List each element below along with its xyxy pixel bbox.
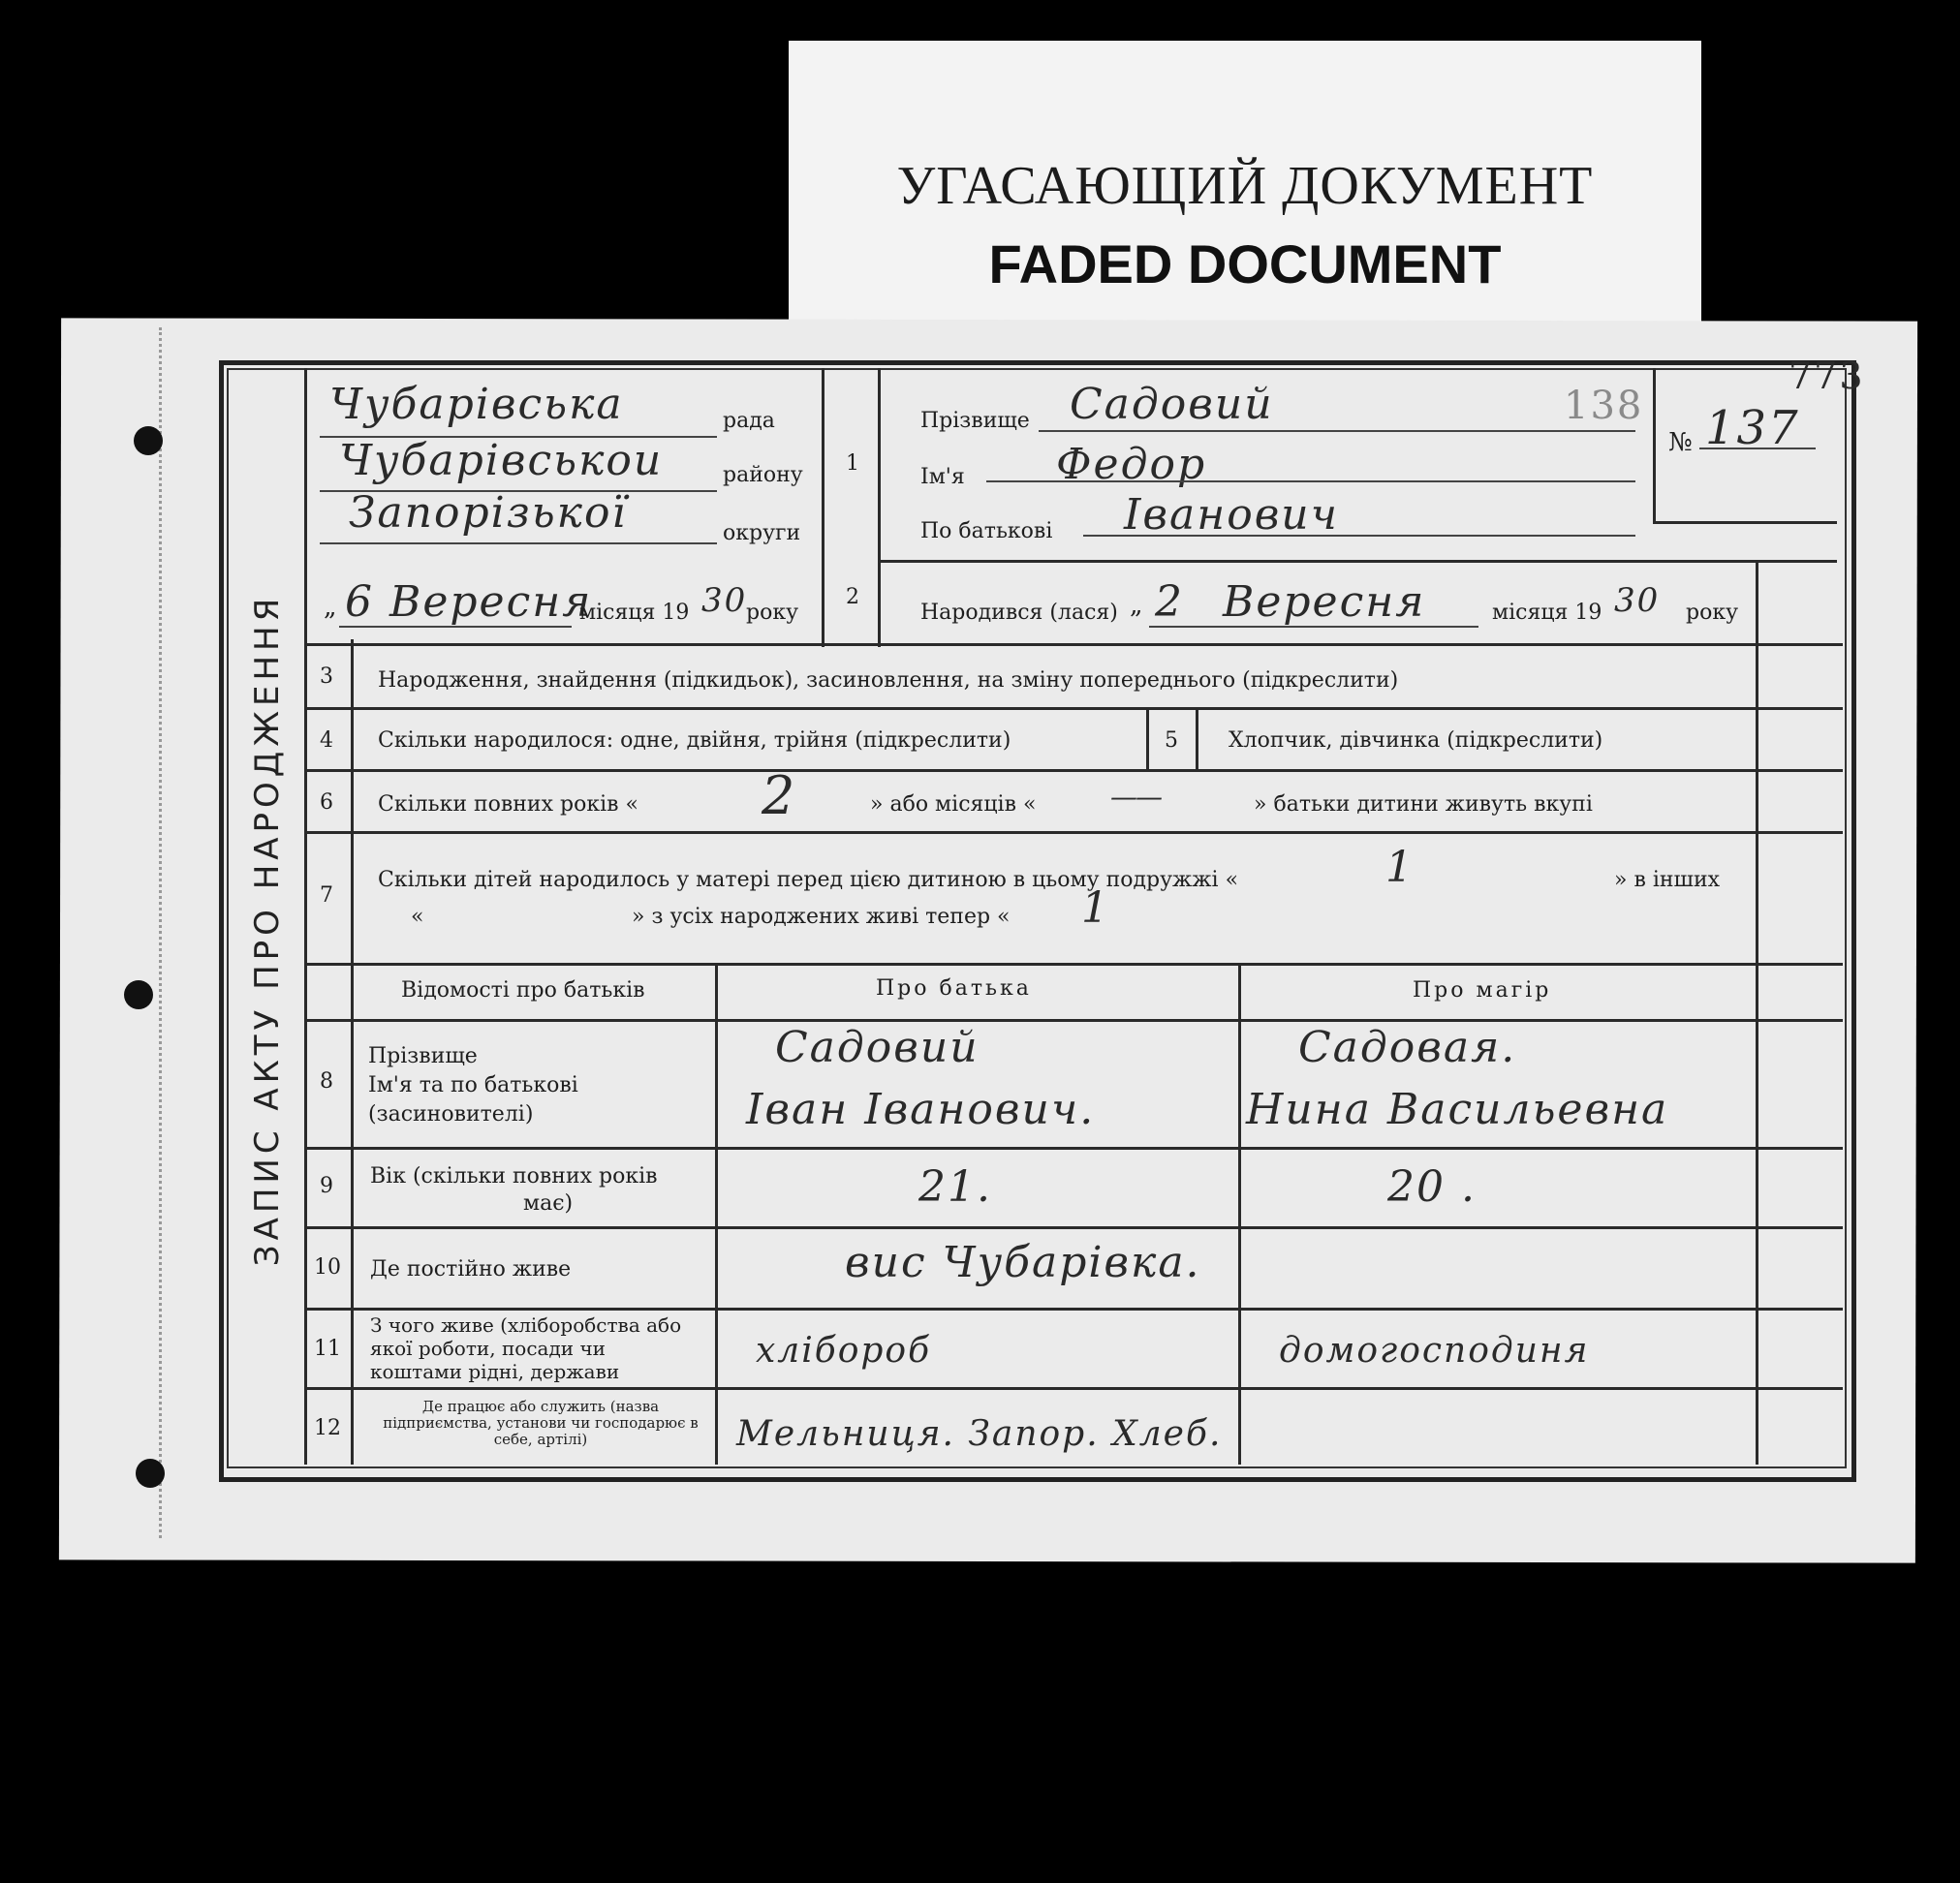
underline [320,542,717,544]
parents-header-mother: Про магір [1413,978,1552,1003]
faded-label-english: FADED DOCUMENT [988,233,1502,294]
row7-line2-mid: » з усіх народжених живі тепер « [632,905,1011,929]
row-number-8: 8 [320,1069,333,1094]
row7-alive: 1 [1081,883,1110,933]
reg-date-year-label: року [746,601,799,625]
grid-line [304,1226,1843,1229]
mother-occupation: домогосподиня [1279,1331,1590,1371]
born-label: Народився (лася) [920,601,1118,625]
grid-line [304,707,1843,710]
row7-line2-start: « [411,905,424,929]
father-occupation: хлібороб [756,1331,932,1371]
father-workplace: Мельниця. Запор. Хлеб. [736,1414,1223,1454]
row3-text: Народження, знайдення (підкидьок), засиновлення, на зміну попереднього (підкреслити) [378,668,1399,693]
grid-line [1653,521,1837,524]
record-number-faint: 138 [1564,384,1644,428]
father-surname: Садовий [775,1023,980,1072]
binder-hole-icon [134,426,163,455]
row9-label-2: має) [523,1191,574,1216]
row7-in-marriage: 1 [1385,843,1415,892]
child-name-label: Ім'я [920,465,965,489]
okrug-label: округи [723,521,801,545]
father-age: 21. [918,1162,992,1212]
row4-text: Скільки народилося: одне, двійня, трійня (підкреслити) [378,728,1011,753]
born-month: Вересня [1223,577,1426,627]
row6-start: Скільки повних років « [378,792,638,817]
row8-label: Прізвище Ім'я та по батькові (засиновителі) [368,1044,578,1127]
side-title [231,581,304,1279]
row12-label: Де працює або служить (назва підприємства, установи чи господарює в себе, артілі) [383,1398,699,1448]
row-number-12: 12 [314,1416,341,1440]
row-number-4: 4 [320,728,333,753]
underline [986,480,1635,482]
row6-mid: » або місяців « [870,792,1037,817]
faded-document-label [789,41,1701,331]
row-number-9: 9 [320,1174,333,1198]
born-year: 30 [1614,581,1661,620]
row-number-6: 6 [320,790,333,815]
mother-name: Нина Васильевна [1246,1085,1669,1134]
grid-line [304,1147,1843,1150]
row11-label: З чого живе (хліборобства або якої роботи, посади чи коштами рідні, держави [370,1313,682,1383]
underline [1039,430,1635,432]
child-surname-label: Прізвище [920,409,1030,433]
grid-line [1653,368,1656,523]
row6-months: —— [1110,781,1161,813]
grid-line [878,368,881,647]
grid-line [304,643,1843,646]
row5-text: Хлопчик, дівчинка (підкреслити) [1229,728,1603,753]
grid-line [1756,562,1758,1465]
grid-line [1146,709,1149,769]
council-label: рада [723,409,775,433]
father-name: Іван Іванович. [746,1085,1096,1134]
reg-date-quote: „ [324,593,337,622]
grid-line [304,368,307,1465]
child-name-value: Федор [1056,440,1207,489]
underline [1083,535,1635,537]
grid-line [351,639,354,1465]
record-number-corner: 773 [1789,355,1865,397]
child-patronymic-value: Іванович [1124,490,1340,540]
row-number-2: 2 [846,585,859,609]
row-number-11: 11 [314,1337,341,1361]
row-number-1: 1 [846,451,859,476]
perforation-edge [159,327,170,1538]
row-number-7: 7 [320,883,333,908]
parents-header-father: Про батька [876,976,1032,1001]
row-number-10: 10 [314,1255,341,1280]
grid-line [1196,709,1198,769]
grid-line [304,1308,1843,1311]
born-month-label: місяця 19 [1492,601,1602,625]
grid-line [822,368,824,647]
row6-years: 2 [762,765,797,826]
district-value: Чубарівськои [339,436,664,485]
grid-line [878,560,1837,563]
row6-end: » батьки дитини живуть вкупі [1254,792,1593,817]
row-number-5: 5 [1165,728,1178,753]
underline [1699,448,1816,449]
grid-line [304,963,1843,966]
binder-hole-icon [136,1459,165,1488]
reg-date-year: 30 [701,581,748,620]
reg-date-month: Вересня [389,577,593,627]
grid-line [304,831,1843,834]
binder-hole-icon [124,980,153,1009]
parents-header-info: Відомості про батьків [401,978,645,1003]
born-quote: „ [1130,591,1143,620]
born-day: 2 [1155,577,1184,627]
record-number-value: 137 [1705,401,1800,455]
side-title-text: ЗАПИС АКТУ ПРО НАРОДЖЕННЯ [248,593,287,1267]
underline [339,626,572,628]
row9-label-1: Вік (скільки повних років [370,1164,658,1188]
row7-line1-end: » в інших [1614,868,1721,892]
reg-date-day: 6 [345,577,374,627]
row7-line1-start: Скільки дітей народилось у матері перед цією дитиною в цьому подружжі « [378,868,1239,892]
residence-value: вис Чубарівка. [845,1238,1201,1287]
reg-date-month-label: місяця 19 [579,601,690,625]
faded-label-russian: УГАСАЮЩИЙ ДОКУМЕНТ [896,156,1594,216]
child-patronymic-label: По батькові [920,519,1053,543]
mother-age: 20 . [1387,1162,1477,1212]
row-number-3: 3 [320,664,333,689]
grid-line [304,1019,1843,1022]
child-surname-value: Садовий [1070,380,1274,429]
council-value: Чубарівська [329,380,624,429]
record-number-label: № [1668,428,1693,457]
born-year-label: року [1686,601,1739,625]
row10-label: Де постійно живе [370,1257,572,1281]
grid-line [304,1387,1843,1390]
okrug-value: Запорізької [349,488,628,538]
mother-surname: Садовая. [1298,1023,1517,1072]
district-label: району [723,463,803,487]
underline [1149,626,1478,628]
grid-line [304,769,1843,772]
